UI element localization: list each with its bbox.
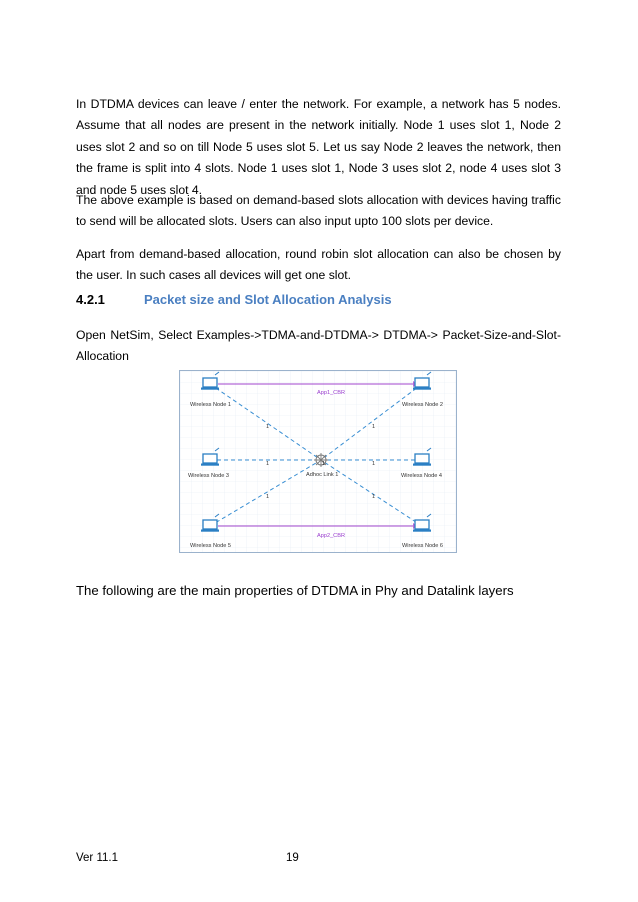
paragraph-round-robin: Apart from demand-based allocation, round robin slot allocation can also be chosen by the user. In such cases all devices will get one slot. bbox=[76, 247, 561, 283]
adhoc-link-icon bbox=[314, 453, 328, 467]
link-mark: 1 bbox=[266, 494, 270, 500]
link-mark: 1 bbox=[372, 461, 376, 467]
app2-label: App2_CBR bbox=[317, 533, 345, 539]
section-title: Packet size and Slot Allocation Analysis bbox=[144, 292, 392, 307]
node-label-4: Wireless Node 4 bbox=[401, 473, 443, 479]
adhoc-link-label: Adhoc Link 1 bbox=[306, 472, 339, 478]
section-number: 4.2.1 bbox=[76, 292, 105, 307]
node-label-2: Wireless Node 2 bbox=[402, 402, 444, 408]
link-mark: 1 bbox=[266, 424, 270, 430]
network-diagram bbox=[179, 370, 457, 553]
paragraph-dtdma-intro: In DTDMA devices can leave / enter the network. For example, a network has 5 nodes. Assume that all nodes are present in the network initially. Node 1 uses slot 1, Node 2 uses slot 2 and so on till Node 5 uses slot 5. Let us say Node 2 leaves the network, then the frame is split into 4 slots. Node 1 uses slot 1, Node 3 uses slot 2, node 4 uses slot 3 and node 5 uses slot 4. bbox=[76, 97, 561, 197]
paragraph-demand-allocation: The above example is based on demand-based slots allocation with devices having traffic to send will be allocated slots. Users can also input upto 100 slots per device. bbox=[76, 193, 561, 229]
section-heading bbox=[76, 292, 392, 307]
footer-version: Ver 11.1 bbox=[76, 852, 118, 864]
node-label-6: Wireless Node 6 bbox=[402, 543, 444, 549]
properties-caption: The following are the main properties of DTDMA in Phy and Datalink layers bbox=[76, 583, 514, 598]
app1-label: App1_CBR bbox=[317, 390, 345, 396]
paragraph-open-netsim: Open NetSim, Select Examples->TDMA-and-DTDMA-> DTDMA-> Packet-Size-and-Slot-Allocation bbox=[76, 328, 561, 364]
network-diagram-canvas bbox=[180, 371, 456, 552]
link-mark: 1 bbox=[266, 461, 270, 467]
link-mark: 1 bbox=[372, 494, 376, 500]
node-label-5: Wireless Node 5 bbox=[190, 543, 232, 549]
footer-page-number: 19 bbox=[286, 852, 299, 864]
node-label-1: Wireless Node 1 bbox=[190, 402, 232, 408]
link-mark: 1 bbox=[372, 424, 376, 430]
link-mark: 1 bbox=[322, 461, 326, 467]
node-label-3: Wireless Node 3 bbox=[188, 473, 230, 479]
